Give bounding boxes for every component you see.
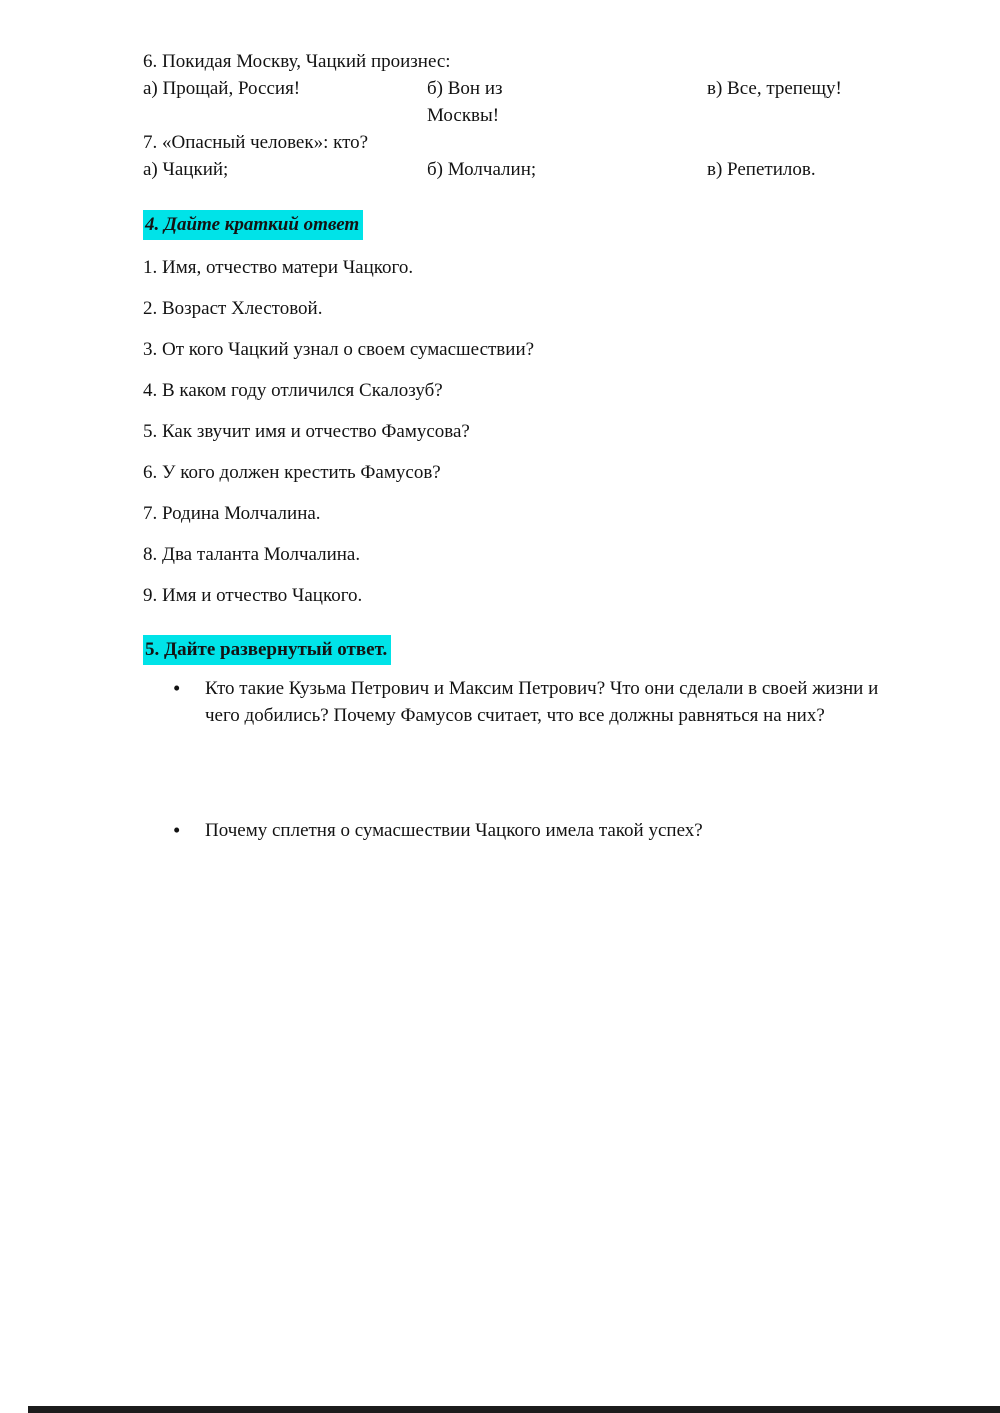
short-answer-item: 1. Имя, отчество матери Чацкого. xyxy=(143,257,414,278)
short-answer-item: 7. Родина Молчалина. xyxy=(143,503,321,524)
question-7-options xyxy=(143,156,885,183)
question-6-option-a: а) Прощай, Россия! xyxy=(143,78,301,99)
question-6-option-b xyxy=(427,75,707,129)
question-7-option-a: а) Чацкий; xyxy=(143,159,229,180)
extended-answer-item xyxy=(143,675,885,729)
question-7-prompt: 7. «Опасный человек»: кто? xyxy=(143,132,369,153)
short-answer-item: 3. От кого Чацкий узнал о своем сумасшествии? xyxy=(143,339,535,360)
short-answer-item: 4. В каком году отличился Скалозуб? xyxy=(143,380,443,401)
short-answer-item: 2. Возраст Хлестовой. xyxy=(143,298,323,319)
short-answer-list xyxy=(143,254,885,609)
short-answer-item: 8. Два таланта Молчалина. xyxy=(143,544,361,565)
short-answer-item: 5. Как звучит имя и отчество Фамусова? xyxy=(143,421,470,442)
extended-answer-text: Кто такие Кузьма Петрович и Максим Петрович? Что они сделали в своей жизни и чего добились? Почему Фамусов считает, что все должны равняться на них? xyxy=(205,678,879,726)
short-answer-item: 6. У кого должен крестить Фамусов? xyxy=(143,462,441,483)
extended-answer-item xyxy=(143,817,885,844)
question-6-option-b-text: б) Вон из Москвы! xyxy=(427,78,503,126)
section-4-heading-highlight: 4. Дайте краткий ответ xyxy=(143,210,363,240)
section-5-heading xyxy=(143,635,885,665)
extended-answer-list xyxy=(143,675,885,844)
bullet-icon: • xyxy=(173,676,181,700)
extended-answer-text: Почему сплетня о сумасшествии Чацкого имела такой успех? xyxy=(205,820,703,841)
section-4-heading xyxy=(143,210,885,240)
question-7-option-c: в) Репетилов. xyxy=(707,159,816,180)
bullet-icon: • xyxy=(173,818,181,842)
question-7-option-b: б) Молчалин; xyxy=(427,159,537,180)
section-5-heading-highlight: 5. Дайте развернутый ответ. xyxy=(143,635,391,665)
question-6-options xyxy=(143,75,885,129)
question-6-prompt: 6. Покидая Москву, Чацкий произнес: xyxy=(143,51,451,72)
bottom-edge-bar xyxy=(28,1406,1000,1413)
question-6-option-c: в) Все, трепещу! xyxy=(707,78,842,99)
short-answer-item: 9. Имя и отчество Чацкого. xyxy=(143,585,363,606)
